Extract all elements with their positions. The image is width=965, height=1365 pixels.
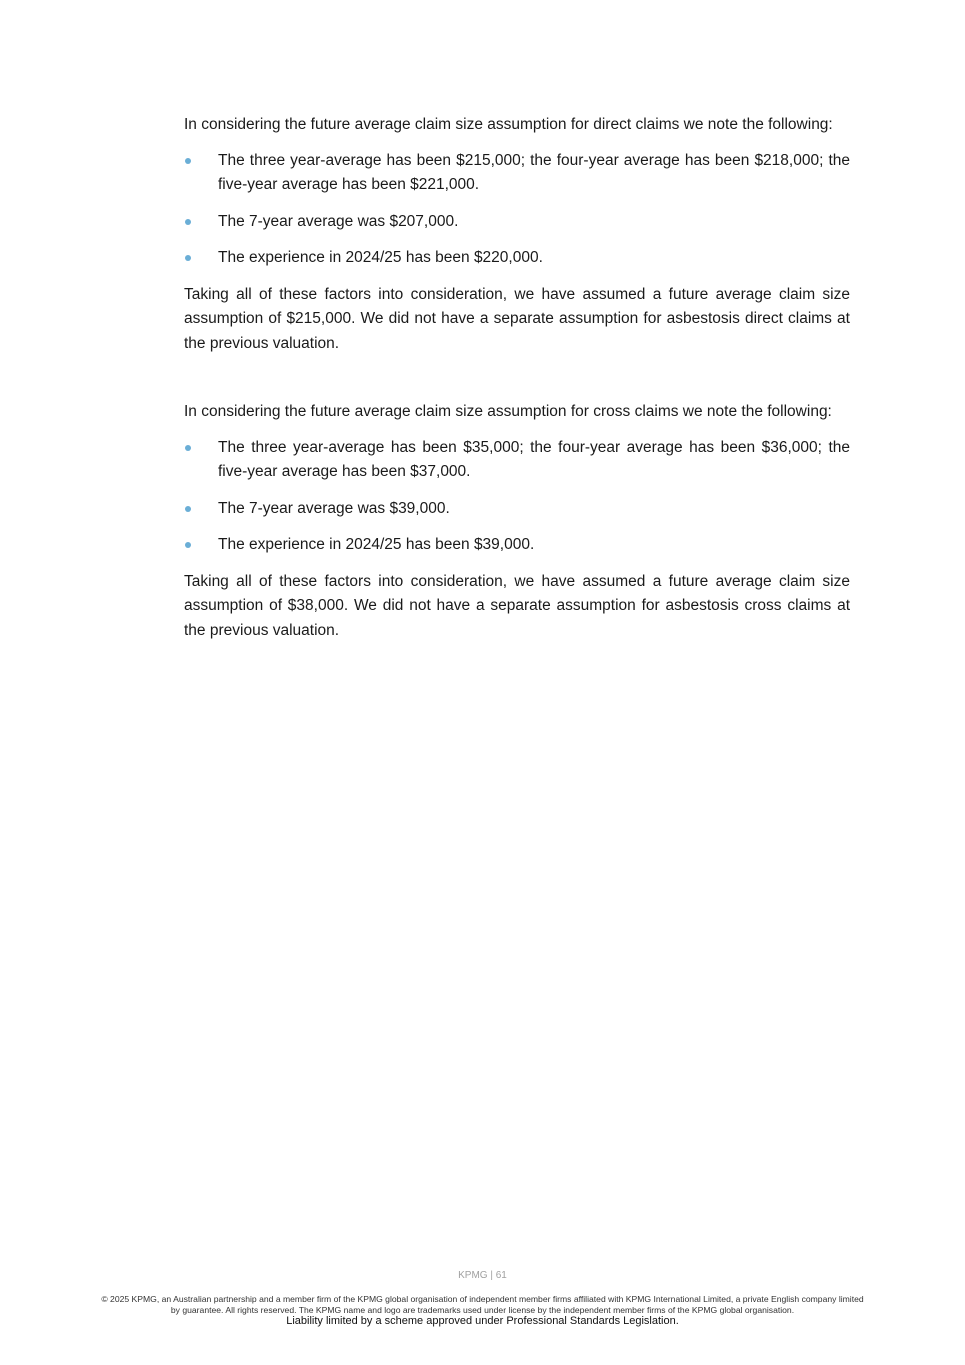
cross-claims-intro: In considering the future average claim size assumption for cross claims we note the following: bbox=[184, 403, 832, 420]
document-body bbox=[184, 113, 850, 654]
bullet-icon bbox=[185, 506, 191, 512]
direct-claims-conclusion: Taking all of these factors into consideration, we have assumed a future average claim size assumption of $215,000. We did not have a separate assumption for asbestosis direct claims at the previous valuation. bbox=[184, 285, 850, 352]
list-item bbox=[184, 533, 850, 558]
direct-claims-bullet-list bbox=[184, 149, 850, 271]
bullet-icon bbox=[185, 445, 191, 451]
list-item bbox=[184, 436, 850, 485]
page-number: KPMG | 61 bbox=[458, 1270, 507, 1281]
bullet-text: The 7-year average was $207,000. bbox=[218, 212, 459, 230]
bullet-text: The experience in 2024/25 has been $220,000. bbox=[218, 249, 543, 266]
bullet-text: The three year-average has been $215,000; the four-year average has been $218,000; the five-year average has been $221,000. bbox=[218, 151, 850, 193]
list-item bbox=[184, 497, 850, 522]
cross-claims-bullet-list bbox=[184, 436, 850, 558]
list-item bbox=[184, 246, 850, 271]
bullet-icon bbox=[185, 158, 191, 164]
liability-notice: Liability limited by a scheme approved under Professional Standards Legislation. bbox=[286, 1315, 679, 1327]
cross-claims-conclusion: Taking all of these factors into consideration, we have assumed a future average claim size assumption of $38,000. We did not have a separate assumption for asbestosis cross claims at the previous valuation. bbox=[184, 572, 850, 639]
section-spacer bbox=[184, 367, 850, 400]
bullet-text: The three year-average has been $35,000; the four-year average has been $36,000; the five-year average has been $37,000. bbox=[218, 438, 850, 480]
bullet-text: The 7-year average was $39,000. bbox=[218, 499, 450, 517]
direct-claims-intro: In considering the future average claim size assumption for direct claims we note the following: bbox=[184, 116, 833, 133]
list-item bbox=[184, 149, 850, 198]
list-item bbox=[184, 210, 850, 235]
bullet-icon bbox=[185, 542, 191, 548]
bullet-icon bbox=[185, 219, 191, 225]
copyright-notice: © 2025 KPMG, an Australian partnership and a member firm of the KPMG global organisation of independent member firms affiliated with KPMG International Limited, a private English company limited by guarantee. All rights reserved. The KPMG name and logo are trademarks used under license by the independent member firms of the KPMG global organisation. bbox=[101, 1294, 864, 1315]
bullet-icon bbox=[185, 255, 191, 261]
bullet-text: The experience in 2024/25 has been $39,000. bbox=[218, 536, 535, 553]
